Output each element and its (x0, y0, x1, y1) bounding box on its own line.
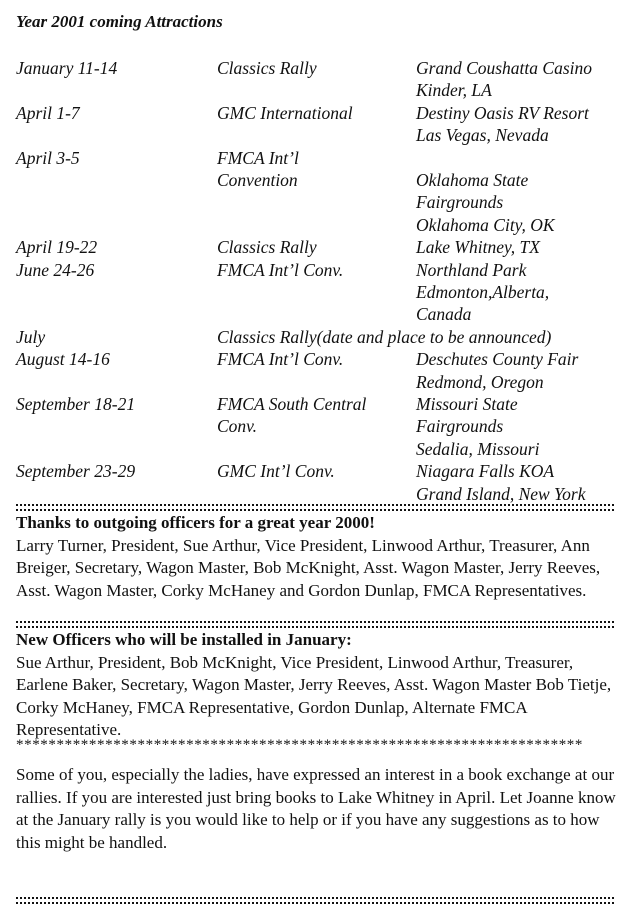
event-name-line: GMC Int’l Conv. (217, 461, 335, 482)
event-location-line: Grand Island, New York (416, 483, 586, 504)
page-title: Year 2001 coming Attractions (16, 12, 223, 31)
event-date: September 23-29 (16, 461, 136, 482)
event-location (416, 57, 592, 102)
event-location-line (416, 147, 555, 169)
event-location-line: Northland Park (416, 259, 527, 280)
event-location-line: Niagara Falls KOA (416, 461, 555, 482)
event-date: July (16, 326, 46, 347)
book-exchange-paragraph: Some of you, especially the ladies, have expressed an interest in a book exchange at our rallies. If you are interested just bring books to Lake Whitney in April. Let Joanne know at the January rally is you would like to help or if you have any suggestions as to how this might be handled. (16, 765, 616, 852)
event-name (217, 348, 343, 370)
event-date: September 18-21 (16, 393, 136, 414)
event-location-line: Fairgrounds (416, 192, 504, 213)
event-name (217, 259, 343, 281)
event-name (217, 147, 299, 192)
event-name-line: FMCA Int’l Conv. (217, 349, 344, 370)
dotted-divider (16, 504, 614, 511)
new-officers-heading: New Officers who will be installed in January: (16, 630, 352, 649)
event-location (416, 460, 586, 505)
event-location-line: Oklahoma State (416, 169, 529, 190)
event-name-line: Classics Rally (217, 237, 317, 258)
event-location-line: Fairgrounds (416, 416, 504, 437)
event-date: April 3-5 (16, 147, 80, 168)
schedule-row (16, 102, 626, 147)
event-location-line: Las Vegas, Nevada (416, 125, 549, 146)
event-name (217, 102, 353, 124)
star-divider: ********************************************************************** (16, 737, 583, 753)
event-name (217, 236, 317, 258)
event-name-line: GMC International (217, 102, 353, 123)
event-name (217, 460, 335, 482)
event-location (416, 147, 555, 237)
schedule-row (16, 393, 626, 460)
thanks-heading: Thanks to outgoing officers for a great year 2000! (16, 513, 375, 532)
event-location-line: Destiny Oasis RV Resort (416, 102, 589, 123)
event-name-line: FMCA Int’l Conv. (217, 259, 344, 280)
event-name-line: Conv. (217, 416, 258, 437)
event-name-line: Convention (217, 169, 298, 190)
event-location-line: Kinder, LA (416, 80, 492, 101)
schedule-row (16, 259, 626, 326)
schedule-row (16, 57, 626, 102)
event-name (217, 57, 317, 79)
event-date: April 1-7 (16, 102, 80, 123)
event-location (416, 348, 578, 393)
event-location (416, 393, 539, 460)
event-location-line: Sedalia, Missouri (416, 438, 540, 459)
event-location-line: Oklahoma City, OK (416, 214, 555, 235)
event-location-line: Missouri State (416, 393, 518, 414)
event-date: August 14-16 (16, 349, 110, 370)
thanks-body: Larry Turner, President, Sue Arthur, Vice President, Linwood Arthur, Treasurer, Ann Breiger, Secretary, Wagon Master, Bob McKnight, Asst. Wagon Master, Jerry Reeves, Asst. Wagon Master, Corky McHaney and Gordon Dunlap, FMCA Representatives. (16, 535, 601, 600)
thanks-section (16, 512, 622, 602)
event-name (217, 393, 366, 438)
event-location-line: Redmond, Oregon (416, 371, 544, 392)
event-location-line: Edmonton,Alberta, (416, 281, 550, 302)
event-location (416, 102, 589, 147)
event-name-line: FMCA South Central (217, 393, 367, 414)
schedule-row (16, 348, 626, 393)
schedule-row (16, 236, 626, 258)
schedule-row (16, 326, 626, 348)
schedule-row (16, 147, 626, 237)
schedule-row (16, 460, 626, 505)
event-name-line: FMCA Int’l (217, 147, 299, 168)
dotted-divider (16, 621, 614, 628)
new-officers-section (16, 629, 622, 742)
event-location (416, 236, 540, 258)
event-location-line: Lake Whitney, TX (416, 237, 540, 258)
event-date: June 24-26 (16, 259, 95, 280)
event-name-line: Classics Rally (217, 58, 317, 78)
dotted-divider (16, 897, 614, 904)
events-schedule (16, 57, 626, 505)
event-location (416, 259, 549, 326)
new-officers-body: Sue Arthur, President, Bob McKnight, Vice President, Linwood Arthur, Treasurer, Earlene Baker, Secretary, Wagon Master, Jerry Reeves, Asst. Wagon Master Bob Tietje, Corky McHaney, FMCA Representative, Gordon Dunlap, Alternate FMCA Representative. (16, 652, 612, 740)
event-name: Classics Rally(date and place to be announced) (217, 326, 552, 347)
event-date: January 11-14 (16, 58, 118, 78)
event-location-line: Deschutes County Fair (416, 349, 579, 370)
event-location-line: Grand Coushatta Casino (416, 58, 592, 78)
event-location-line: Canada (416, 304, 472, 325)
event-date: April 19-22 (16, 237, 98, 258)
